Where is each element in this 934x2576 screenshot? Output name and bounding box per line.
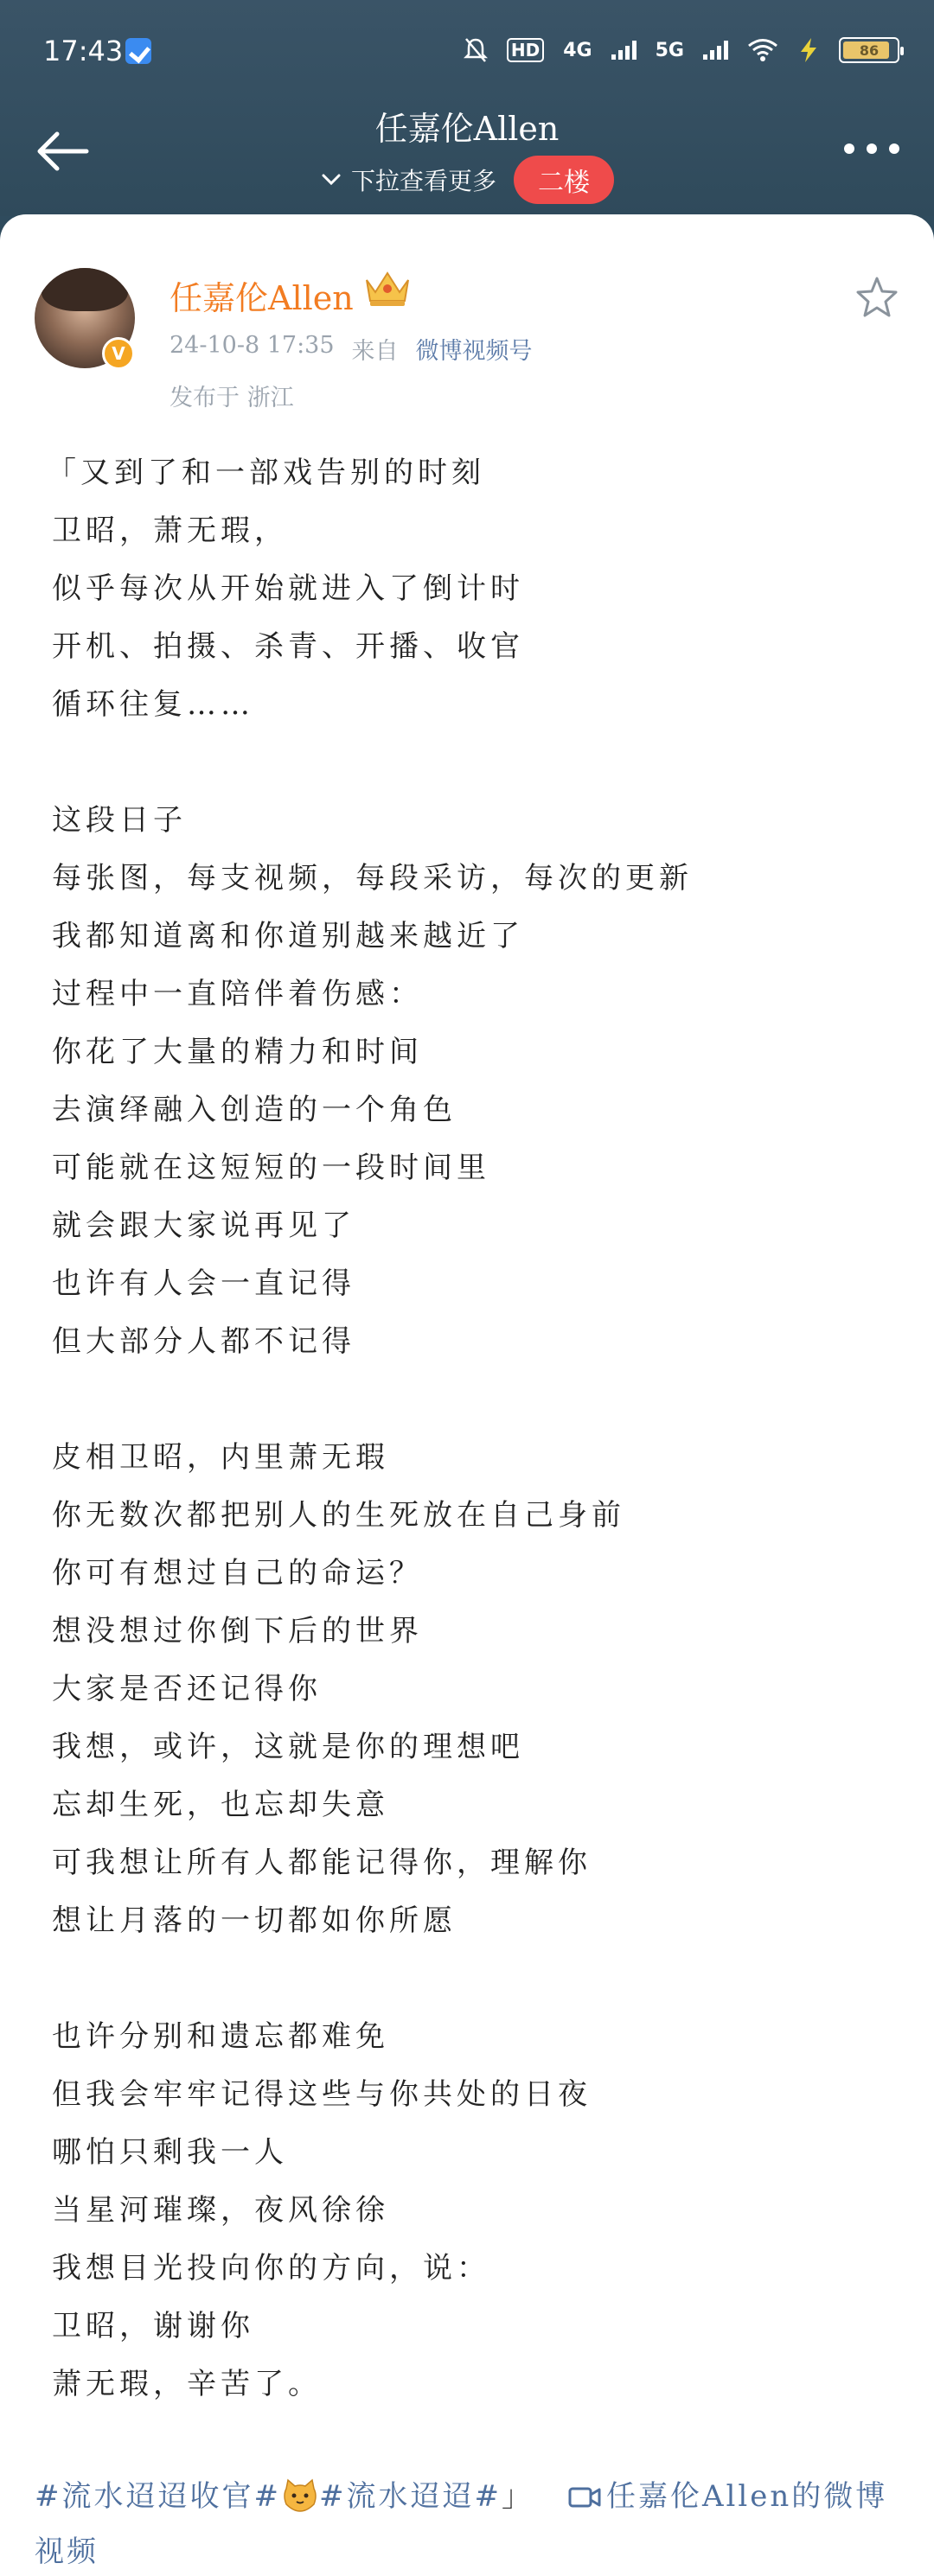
post-line: 萧无瑕，辛苦了。: [52, 2367, 322, 2401]
charging-bolt-icon: [797, 37, 820, 63]
post-line: 大家是否还记得你: [52, 1672, 322, 1706]
post-line: 我都知道离和你道别越来越近了: [52, 919, 524, 953]
post-line: 就会跟大家说再见了: [52, 1208, 355, 1243]
verified-badge-icon: V: [102, 337, 135, 370]
cat-emoji-icon: [281, 2478, 319, 2513]
post-line: 也许有人会一直记得: [52, 1266, 355, 1301]
post-meta: [170, 332, 533, 366]
post-line: 似乎每次从开始就进入了倒计时: [52, 571, 524, 606]
post-line: 卫昭，谢谢你: [52, 2309, 254, 2343]
post-line: 我想，或许，这就是你的理想吧: [52, 1730, 524, 1764]
post-line: 但我会牢牢记得这些与你共处的日夜: [52, 2077, 592, 2112]
video-camera-icon: [568, 2485, 601, 2509]
blank-line: [52, 734, 899, 792]
post-card: [0, 214, 934, 2576]
battery-icon: [839, 37, 899, 63]
hashtag-finale[interactable]: #流水迢迢收官#: [35, 2479, 281, 2514]
post-line: 卫昭，萧无瑕，: [52, 513, 288, 548]
signal-4g-icon: [611, 41, 637, 60]
source-link[interactable]: 微博视频号: [415, 338, 533, 365]
post-location: 发布于 浙江: [170, 385, 294, 411]
quote-close: 」: [501, 2479, 534, 2514]
post-date: 24-10-8 17:35: [170, 332, 335, 359]
post-line: 你花了大量的精力和时间: [52, 1035, 423, 1069]
post-line: 当星河璀璨，夜风徐徐: [52, 2193, 389, 2228]
post-line: 你无数次都把别人的生死放在自己身前: [52, 1498, 625, 1533]
post-line: 忘却生死，也忘却失意: [52, 1788, 389, 1822]
blank-line: [52, 1950, 899, 2008]
post-line: 但大部分人都不记得: [52, 1324, 355, 1359]
blank-line: [52, 1371, 899, 1429]
crown-icon: [361, 266, 413, 308]
post-line: 过程中一直陪伴着伤感：: [52, 977, 423, 1011]
video-channel-link[interactable]: 任嘉伦Allen的微博视频: [35, 2479, 888, 2569]
post-line: 开机、拍摄、杀青、开播、收官: [52, 629, 524, 664]
more-options-icon[interactable]: [844, 143, 899, 154]
author-name[interactable]: 任嘉伦Allen: [170, 279, 354, 317]
status-icons: [464, 33, 899, 67]
post-line: 你可有想过自己的命运？: [52, 1556, 423, 1591]
post-line: 可能就在这短短的一段时间里: [52, 1151, 490, 1185]
battery-level: 86: [859, 41, 880, 59]
post-line: 也许分别和遗忘都难免: [52, 2019, 389, 2054]
favorite-star-icon[interactable]: [854, 275, 899, 320]
top-header: [0, 0, 934, 216]
post-line: 皮相卫昭，内里萧无瑕: [52, 1440, 389, 1475]
pull-down-label: 下拉查看更多: [350, 167, 496, 195]
post-line: 这段日子: [52, 803, 187, 838]
post-line: 哪怕只剩我一人: [52, 2135, 288, 2170]
wifi-icon: [747, 38, 778, 62]
post-body: [47, 444, 899, 2413]
post-line: 想没想过你倒下后的世界: [52, 1614, 423, 1648]
signal-5g-icon: [703, 41, 728, 60]
chevron-down-icon: [320, 171, 342, 188]
pull-down-hint[interactable]: [0, 156, 934, 204]
floor-badge[interactable]: 二楼: [514, 156, 614, 204]
post-line: 循环往复……: [52, 687, 254, 722]
network-4g-label: 4G: [563, 39, 592, 61]
page-title: 任嘉伦Allen: [374, 110, 560, 148]
hd-indicator: HD: [507, 38, 544, 62]
hashtag-drama[interactable]: #流水迢迢#: [318, 2479, 502, 2514]
status-time: 17:43: [43, 35, 124, 67]
source-prefix: 来自: [351, 338, 399, 365]
mute-bell-icon: [464, 37, 488, 63]
post-line: 「又到了和一部戏告别的时刻: [47, 456, 485, 490]
status-bar: [0, 0, 934, 95]
network-5g-label: 5G: [655, 39, 684, 61]
app-notification-icon: [125, 38, 151, 64]
post-line: 去演绎融入创造的一个角色: [52, 1093, 457, 1127]
post-line: 想让月落的一切都如你所愿: [52, 1903, 457, 1938]
post-line: 我想目光投向你的方向，说：: [52, 2251, 490, 2286]
post-tags: [35, 2469, 908, 2576]
post-line: 每张图，每支视频，每段采访，每次的更新: [52, 861, 693, 896]
post-line: 可我想让所有人都能记得你，理解你: [52, 1846, 592, 1880]
